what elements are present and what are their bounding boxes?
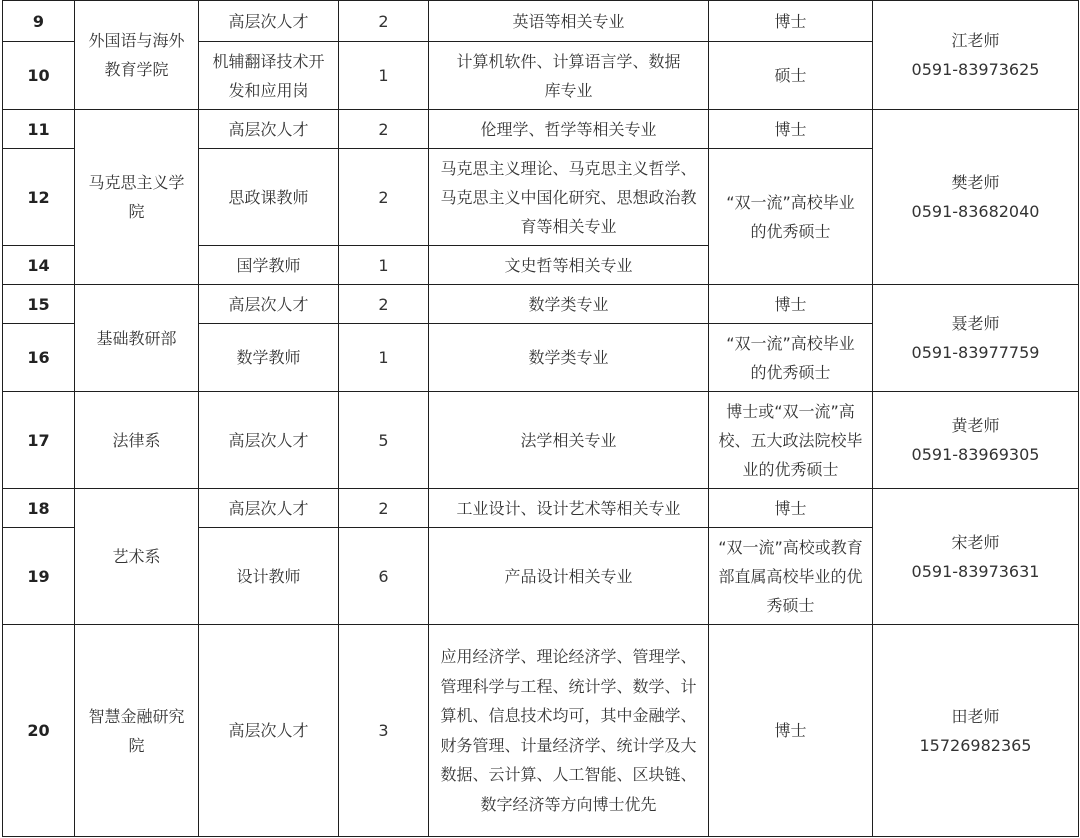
department-cell: 法律系	[75, 392, 199, 489]
row-number: 19	[3, 528, 75, 625]
row-number: 18	[3, 489, 75, 528]
row-number: 20	[3, 625, 75, 837]
count-cell: 5	[339, 392, 429, 489]
department-cell: 智慧金融研究院	[75, 625, 199, 837]
education-cell: 博士	[709, 285, 873, 324]
contact-phone: 0591-83682040	[911, 202, 1040, 221]
education-cell: 博士	[709, 110, 873, 149]
contact-phone: 15726982365	[919, 735, 1032, 755]
table-row	[3, 625, 1079, 837]
contact-name: 江老师	[951, 31, 1000, 50]
contact-name: 宋老师	[951, 532, 1000, 552]
recruitment-table	[2, 0, 1079, 837]
position-cell: 国学教师	[199, 246, 339, 285]
major-cell: 产品设计相关专业	[429, 528, 709, 625]
contact-cell	[873, 625, 1079, 837]
contact-cell	[873, 392, 1079, 489]
count-cell: 2	[339, 285, 429, 324]
education-cell: “双一流”高校毕业的优秀硕士	[709, 149, 873, 285]
position-cell: 高层次人才	[199, 392, 339, 489]
position-cell: 机辅翻译技术开发和应用岗	[199, 42, 339, 110]
row-number: 12	[3, 149, 75, 246]
count-cell: 1	[339, 246, 429, 285]
row-number: 16	[3, 324, 75, 392]
row-number: 17	[3, 392, 75, 489]
contact-name: 田老师	[951, 706, 1000, 726]
position-cell: 思政课教师	[199, 149, 339, 246]
major-cell: 法学相关专业	[429, 392, 709, 489]
position-cell: 高层次人才	[199, 285, 339, 324]
position-cell: 高层次人才	[199, 1, 339, 42]
table-row	[3, 285, 1079, 324]
table-row	[3, 1, 1079, 42]
contact-name: 黄老师	[951, 416, 1000, 435]
table-row	[3, 489, 1079, 528]
major-cell: 应用经济学、理论经济学、管理学、管理科学与工程、统计学、数学、计算机、信息技术均可，其中金融学、财务管理、计量经济学、统计学及大数据、云计算、人工智能、区块链、数字经济等方向博士优先	[429, 625, 709, 837]
contact-name: 樊老师	[951, 173, 1000, 192]
education-cell: 博士或“双一流”高校、五大政法院校毕业的优秀硕士	[709, 392, 873, 489]
row-number: 14	[3, 246, 75, 285]
row-number: 9	[3, 1, 75, 42]
position-cell: 设计教师	[199, 528, 339, 625]
position-cell: 高层次人才	[199, 489, 339, 528]
count-cell: 3	[339, 625, 429, 837]
education-cell: “双一流”高校毕业的优秀硕士	[709, 324, 873, 392]
count-cell: 1	[339, 42, 429, 110]
position-cell: 数学教师	[199, 324, 339, 392]
table-row	[3, 110, 1079, 149]
major-cell: 计算机软件、计算语言学、数据库专业	[429, 42, 709, 110]
education-cell: 硕士	[709, 42, 873, 110]
department-cell: 马克思主义学院	[75, 110, 199, 285]
contact-phone: 0591-83973625	[911, 60, 1040, 79]
major-cell: 文史哲等相关专业	[429, 246, 709, 285]
contact-cell	[873, 110, 1079, 285]
contact-cell	[873, 285, 1079, 392]
count-cell: 2	[339, 149, 429, 246]
count-cell: 2	[339, 489, 429, 528]
major-cell: 马克思主义理论、马克思主义哲学、马克思主义中国化研究、思想政治教育等相关专业	[429, 149, 709, 246]
major-cell: 伦理学、哲学等相关专业	[429, 110, 709, 149]
education-cell: 博士	[709, 1, 873, 42]
count-cell: 2	[339, 110, 429, 149]
education-cell: 博士	[709, 489, 873, 528]
department-cell: 艺术系	[75, 489, 199, 625]
major-cell: 工业设计、设计艺术等相关专业	[429, 489, 709, 528]
position-cell: 高层次人才	[199, 110, 339, 149]
contact-cell	[873, 1, 1079, 110]
department-cell: 外国语与海外教育学院	[75, 1, 199, 110]
major-cell: 数学类专业	[429, 324, 709, 392]
count-cell: 6	[339, 528, 429, 625]
contact-cell	[873, 489, 1079, 625]
count-cell: 1	[339, 324, 429, 392]
education-cell: 博士	[709, 625, 873, 837]
position-cell: 高层次人才	[199, 625, 339, 837]
row-number: 15	[3, 285, 75, 324]
table-row	[3, 392, 1079, 489]
contact-phone: 0591-83977759	[911, 343, 1040, 362]
major-cell: 数学类专业	[429, 285, 709, 324]
department-cell: 基础教研部	[75, 285, 199, 392]
major-cell: 英语等相关专业	[429, 1, 709, 42]
count-cell: 2	[339, 1, 429, 42]
contact-name: 聂老师	[951, 314, 1000, 333]
row-number: 10	[3, 42, 75, 110]
contact-phone: 0591-83973631	[911, 561, 1040, 581]
row-number: 11	[3, 110, 75, 149]
education-cell: “双一流”高校或教育部直属高校毕业的优秀硕士	[709, 528, 873, 625]
contact-phone: 0591-83969305	[911, 445, 1040, 464]
